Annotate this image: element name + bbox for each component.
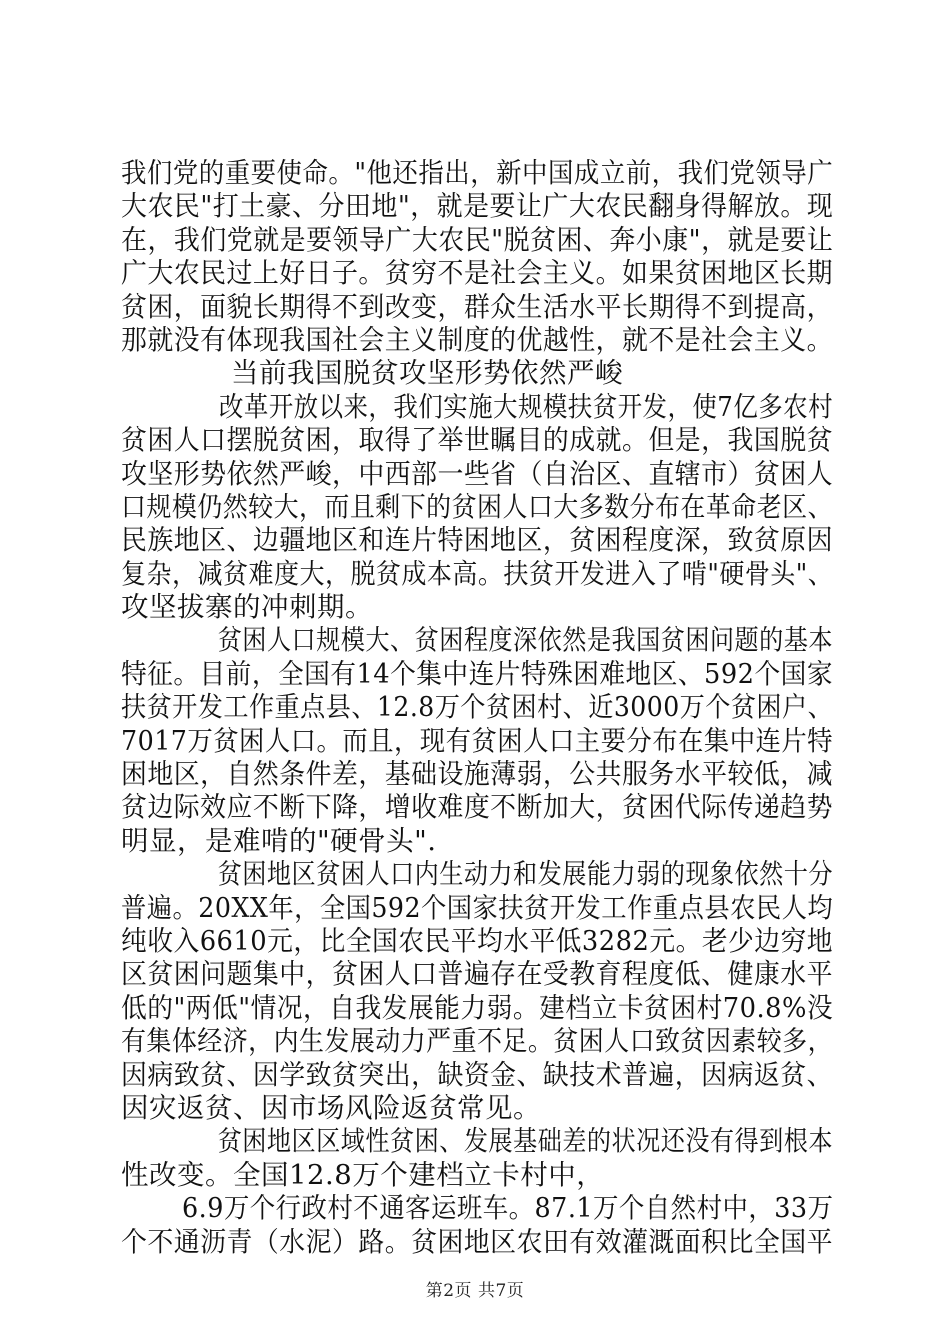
text-line: 改革开放以来，我们实施大规模扶贫开发，使7亿多农村 [218,390,833,423]
text-line: 贫困人口规模大、贫困程度深依然是我国贫困问题的基本 [217,624,834,657]
text-line: 贫困人口摆脱贫困，取得了举世瞩目的成就。但是，我国脱贫 [121,424,833,457]
text-line: 扶贫开发工作重点县、12.8万个贫困村、近3000万个贫困户、 [121,691,834,724]
document-body [121,157,833,1259]
text-line: 明显，是难啃的"硬骨头". [121,824,437,857]
text-line: 普遍。20XX年，全国592个国家扶贫开发工作重点县农民人均 [121,891,834,924]
text-line: 广大农民过上好日子。贫穷不是社会主义。如果贫困地区长期 [121,257,833,290]
text-line: 纯收入6610元，比全国农民平均水平低3282元。老少边穷地 [121,924,833,957]
text-line: 区贫困问题集中，贫困人口普遍存在受教育程度低、健康水平 [121,958,833,991]
text-line: 因病致贫、因学致贫突出，缺资金、缺技术普遍，因病返贫、 [121,1058,833,1091]
text-line: 7017万贫困人口。而且，现有贫困人口主要分布在集中连片特 [121,724,833,757]
text-line: 有集体经济，内生发展动力严重不足。贫困人口致贫因素较多， [121,1025,833,1058]
text-line: 6.9万个行政村不通客运班车。87.1万个自然村中，33万 [182,1192,834,1225]
text-line: 口规模仍然较大，而且剩下的贫困人口大多数分布在革命老区、 [121,490,833,523]
text-line: 当前我国脱贫攻坚形势依然严峻 [231,357,623,390]
text-line: 贫困地区区域性贫困、发展基础差的状况还没有得到根本 [217,1125,834,1158]
text-line: 个不通沥青（水泥）路。贫困地区农田有效灌溉面积比全国平 [121,1225,833,1258]
text-line: 特征。目前，全国有14个集中连片特殊困难地区、592个国家 [121,657,833,690]
text-line: 大农民"打土豪、分田地"，就是要让广大农民翻身得解放。现 [121,190,834,223]
page-footer: 第2页 共7页 [425,1281,525,1301]
text-line: 贫边际效应不断下降，增收难度不断加大，贫困代际传递趋势 [121,791,833,824]
text-line: 因灾返贫、因市场风险返贫常见。 [121,1091,541,1124]
text-line: 困地区，自然条件差，基础设施薄弱，公共服务水平较低，减 [121,758,833,791]
text-line: 贫困，面貌长期得不到改变，群众生活水平长期得不到提高， [121,290,833,323]
text-line: 低的"两低"情况，自我发展能力弱。建档立卡贫困村70.8%没 [121,991,834,1024]
text-line: 复杂，减贫难度大，脱贫成本高。扶贫开发进入了啃"硬骨头"、 [121,557,834,590]
text-line: 攻坚形势依然严峻，中西部一些省（自治区、直辖市）贫困人 [121,457,833,490]
text-line: 攻坚拔寨的冲刺期。 [121,591,373,624]
text-line: 我们党的重要使命。"他还指出，新中国成立前，我们党领导广 [121,157,834,189]
text-line: 民族地区、边疆地区和连片特困地区，贫困程度深，致贫原因 [121,524,833,557]
text-line: 那就没有体现我国社会主义制度的优越性，就不是社会主义。 [121,323,833,356]
text-line: 贫困地区贫困人口内生动力和发展能力弱的现象依然十分 [217,858,834,891]
text-line: 在，我们党就是要领导广大农民"脱贫困、奔小康"，就是要让 [121,223,834,256]
text-line: 性改变。全国12.8万个建档立卡村中， [121,1158,605,1191]
